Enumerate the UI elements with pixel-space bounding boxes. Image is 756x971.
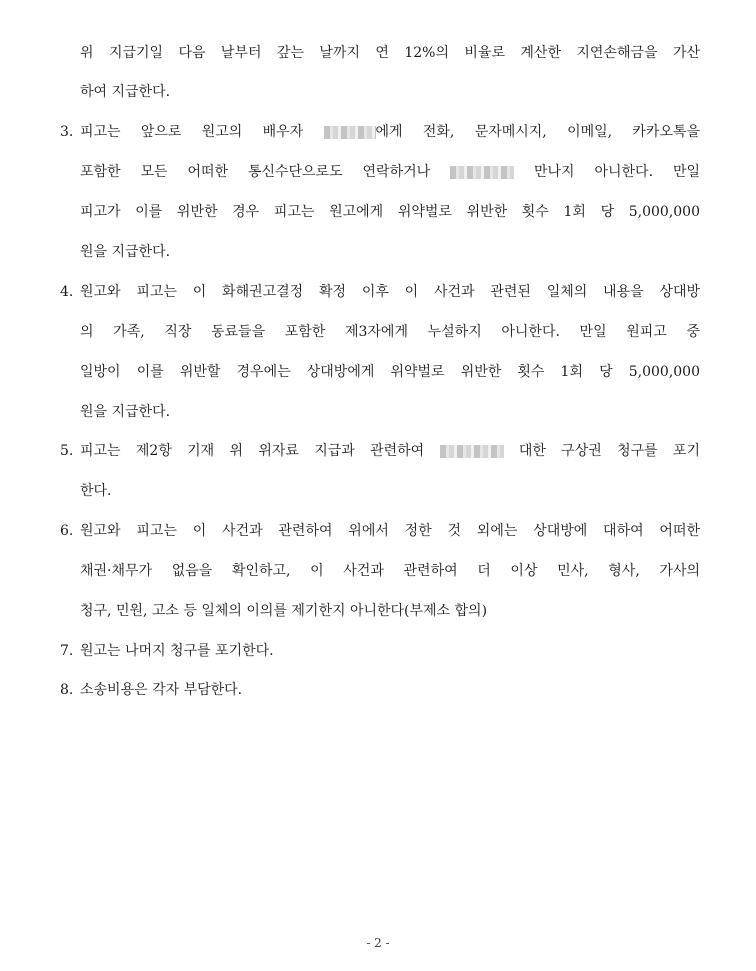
- page-number: - 2 -: [366, 936, 390, 950]
- item-number: 7.: [60, 643, 74, 659]
- item-line: 채권·채무가 없음을 확인하고, 이 사건과 관련하여 더 이상 민사, 형사, 가사의: [80, 563, 700, 579]
- item-line: 원고는 나머지 청구를 포기한다.: [80, 643, 274, 659]
- item-text: 에게 전화, 문자메시지, 이메일, 카카오톡을: [375, 124, 701, 140]
- item-line: 원을 지급한다.: [80, 244, 171, 260]
- item-number: 8.: [60, 682, 74, 698]
- item-line: [80, 160, 700, 184]
- item-line: 의 가족, 직장 동료들을 포함한 제3자에게 누설하지 아니한다. 만일 원피고 중: [80, 324, 700, 340]
- item-number: 3.: [60, 124, 74, 140]
- item-line: 피고가 이를 위반한 경우 피고는 원고에게 위약벌로 위반한 횟수 1회 당 5,000,000: [80, 204, 700, 220]
- item-text: 포함한 모든 어떠한 통신수단으로도 연락하거나: [80, 164, 431, 180]
- item-line: 원고와 피고는 이 사건과 관련하여 위에서 정한 것 외에는 상대방에 대하여 어떠한: [80, 523, 700, 539]
- item-number: 6.: [60, 523, 74, 539]
- redacted-name: [440, 445, 504, 458]
- item-number: 4.: [60, 284, 74, 300]
- item-line: [80, 439, 700, 463]
- item-line: 소송비용은 각자 부담한다.: [80, 682, 243, 698]
- item-text: 피고는 앞으로 원고의 배우자: [80, 124, 304, 140]
- item-line: 원을 지급한다.: [80, 404, 171, 420]
- intro-line: 위 지급기일 다음 날부터 갚는 날까지 연 12%의 비율로 계산한 지연손해금을 가산: [80, 45, 700, 61]
- item-text: 피고는 제2항 기재 위 위자료 지급과 관련하여: [80, 443, 425, 459]
- item-line: 원고와 피고는 이 화해권고결정 확정 이후 이 사건과 관련된 일체의 내용을 상대방: [80, 284, 700, 300]
- item-line: [80, 120, 700, 144]
- item-line: 한다.: [80, 483, 112, 499]
- item-number: 5.: [60, 443, 74, 459]
- item-text: 만나지 아니한다. 만일: [534, 164, 700, 180]
- item-line: 일방이 이를 위반할 경우에는 상대방에게 위약벌로 위반한 횟수 1회 당 5,000,000: [80, 364, 700, 380]
- redacted-name: [450, 166, 514, 179]
- item-text: 대한 구상권 청구를 포기: [518, 443, 700, 459]
- redacted-name: [324, 126, 376, 139]
- item-line: 청구, 민원, 고소 등 일체의 이의를 제기한지 아니한다(부제소 합의): [80, 603, 488, 619]
- intro-line: 하여 지급한다.: [80, 84, 171, 100]
